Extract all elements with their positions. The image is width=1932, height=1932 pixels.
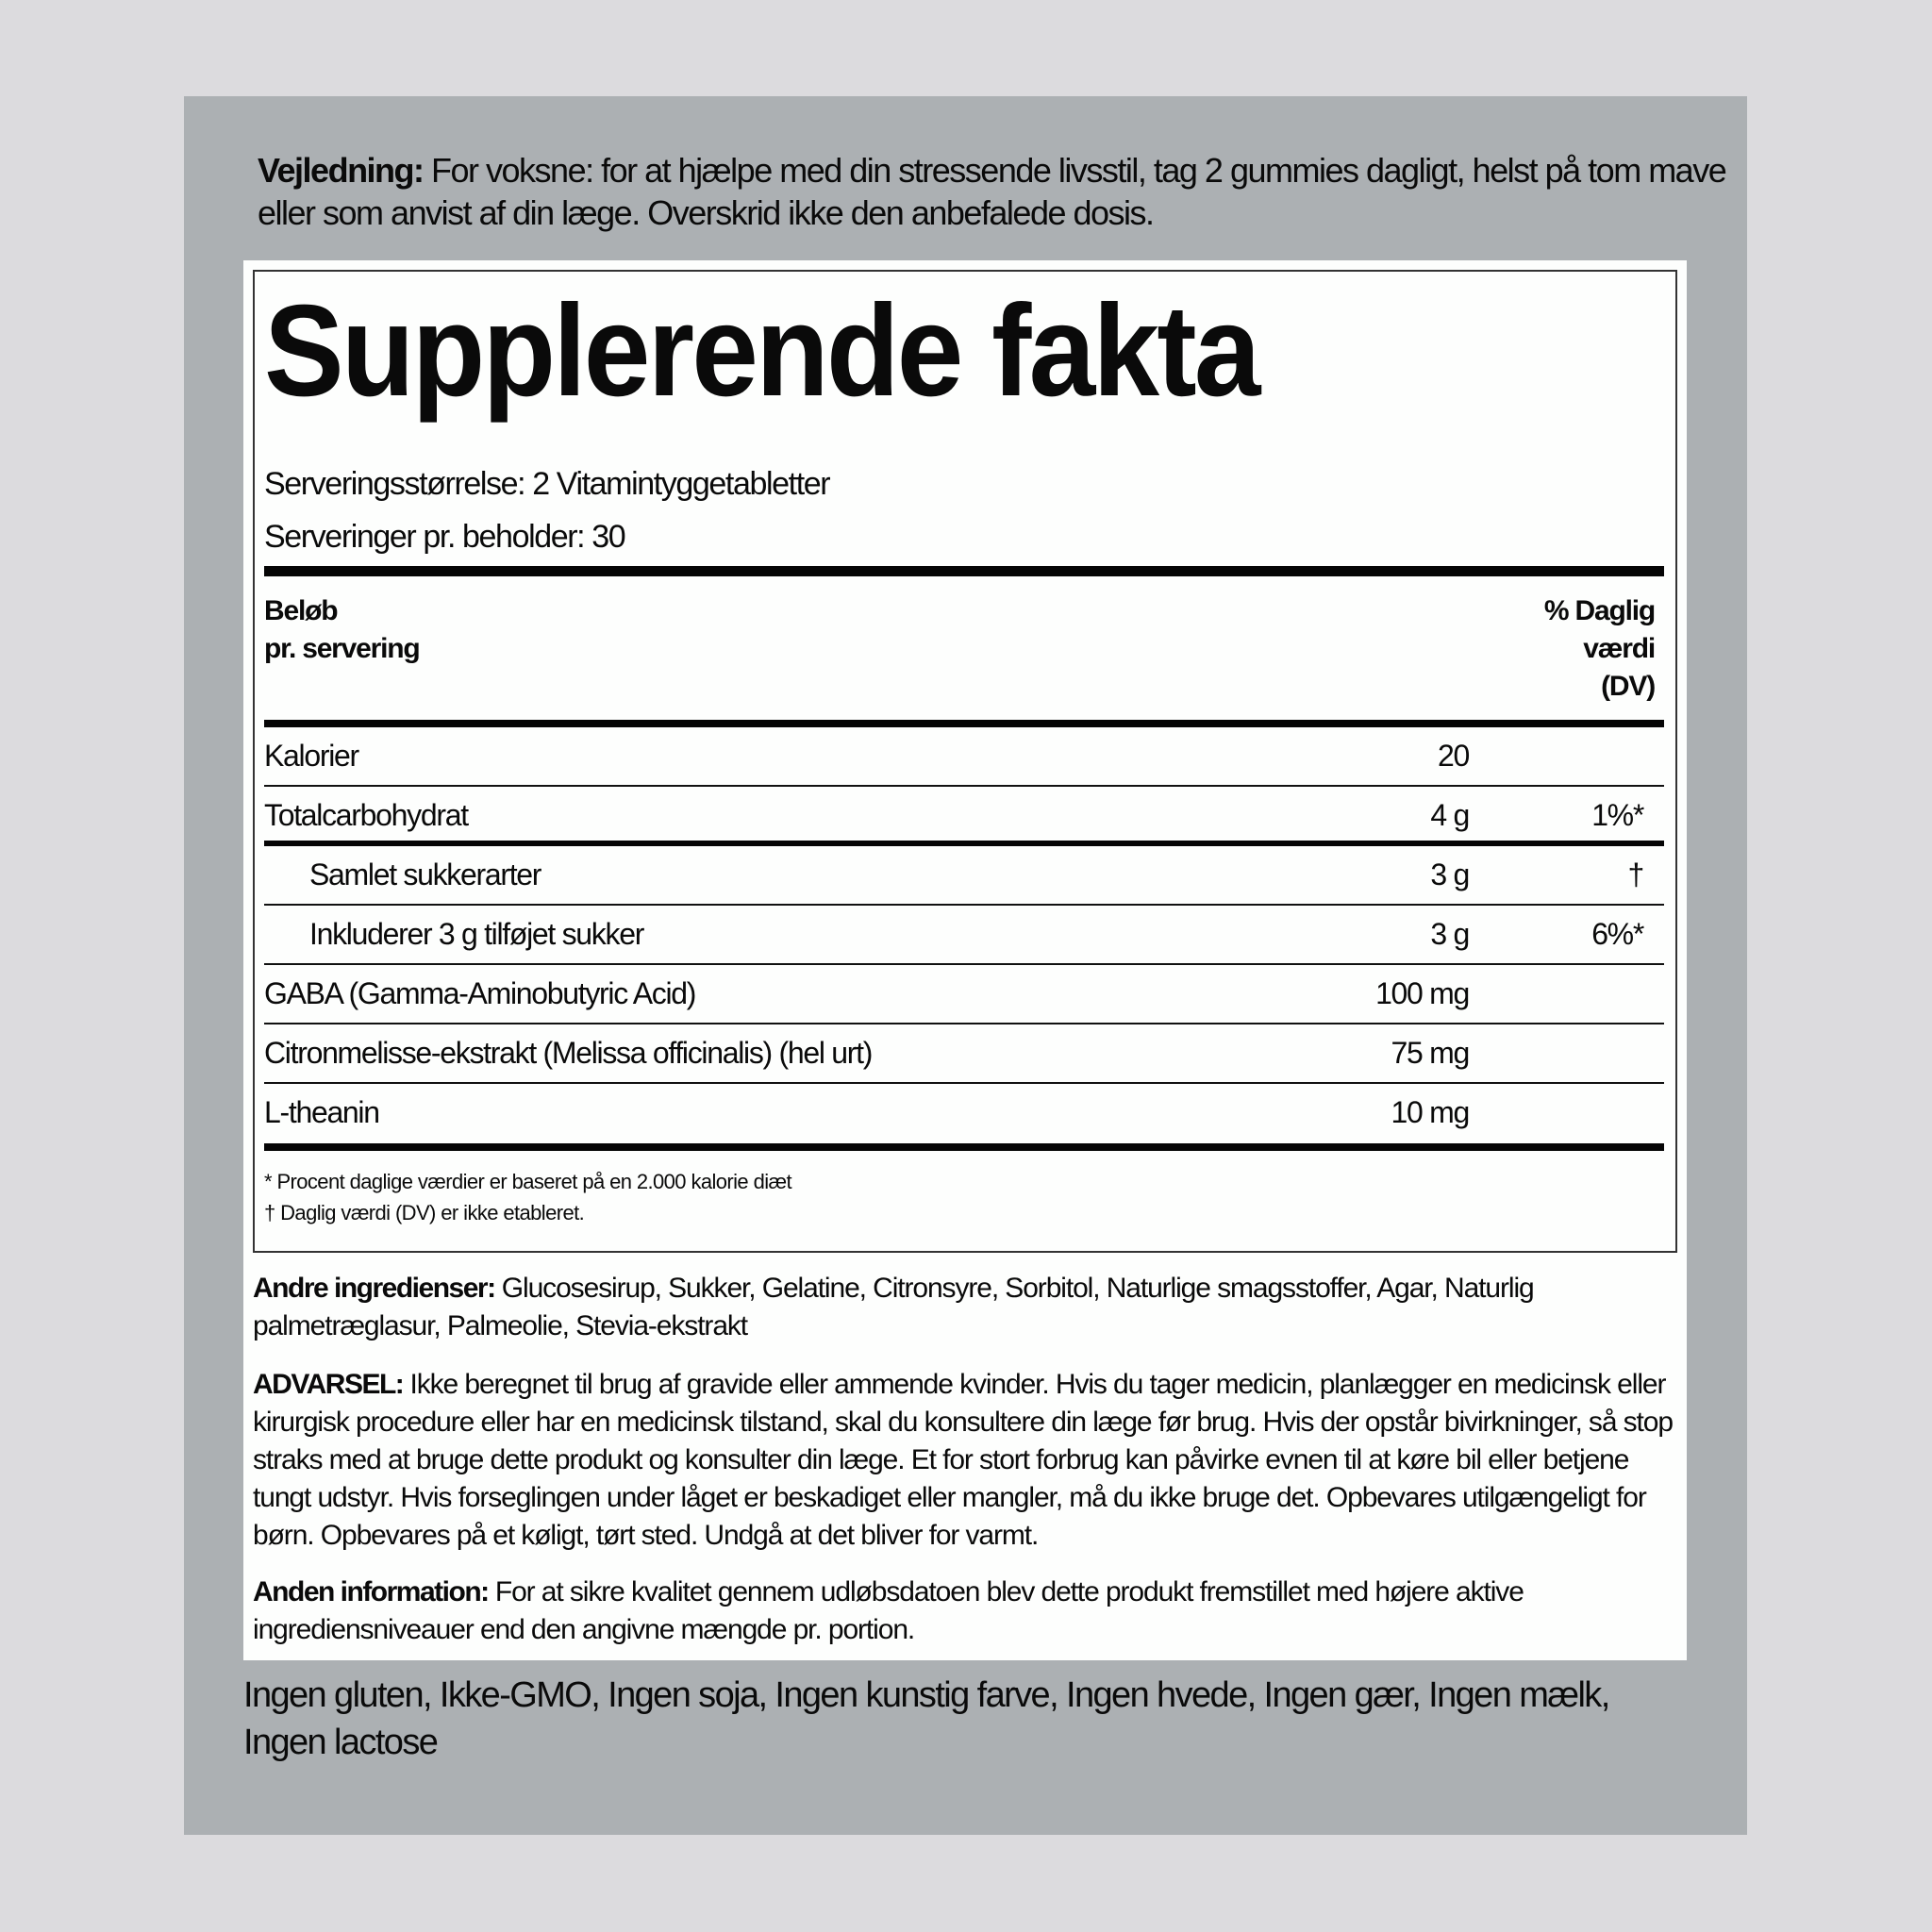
nutrient-amount: 10 mg [1391,1095,1469,1129]
table-row [264,787,1664,846]
bottom-divider [264,1143,1664,1151]
other-ingredients [253,1270,1677,1345]
nutrient-amount: 4 g [1430,798,1469,832]
facts-title: Supplerende fakta [264,278,1258,424]
supplement-facts-panel [253,270,1677,1253]
header-right-line: (DV) [1601,671,1655,702]
servings-per-container: Serveringer pr. beholder: 30 [264,519,625,555]
header-left-line: Beløb [264,595,338,626]
nutrient-name: Inkluderer 3 g tilføjet sukker [309,917,644,951]
daily-value-header [1544,592,1655,706]
table-row [264,727,1664,787]
medium-divider [264,720,1664,727]
other-information-text: For at sikre kvalitet gennem udløbsdatoen blev dette produkt fremstillet med højere aktive ingrediensniveauer end den angivne mængde pr. portion. [253,1576,1524,1645]
nutrient-amount: 20 [1438,739,1469,773]
directions [258,149,1729,234]
footnote-asterisk: * Procent daglige værdier er baseret på en 2.000 kalorie diæt [264,1170,791,1193]
table-row [264,1024,1664,1084]
nutrient-name: Samlet sukkerarter [309,858,541,891]
warning [253,1366,1677,1555]
footnote-dagger: † Daglig værdi (DV) er ikke etableret. [264,1201,585,1224]
nutrient-amount: 3 g [1430,917,1469,951]
facts-table [264,727,1664,1141]
table-row [264,965,1664,1024]
label-white-box [243,260,1687,1660]
other-ingredients-label: Andre ingredienser: [253,1273,495,1304]
free-from-claims: Ingen gluten, Ikke-GMO, Ingen soja, Ingen kunstig farve, Ingen hvede, Ingen gær, Ingen mælk, Ingen lactose [243,1675,1609,1762]
table-row [264,1084,1664,1141]
amount-per-serving-header [264,592,420,668]
nutrient-dv: 1%* [1591,798,1643,832]
warning-label: ADVARSEL: [253,1369,404,1400]
nutrient-dv: 6%* [1591,917,1643,951]
header-right-line: værdi [1583,633,1655,664]
other-information [253,1574,1677,1649]
footnotes [264,1166,791,1228]
nutrient-amount: 100 mg [1375,976,1469,1010]
table-row [264,846,1664,906]
other-information-label: Anden information: [253,1576,489,1607]
serving-size: Serveringsstørrelse: 2 Vitamintyggetabletter [264,466,830,502]
nutrient-name: Citronmelisse-ekstrakt (Melissa officinalis) (hel urt) [264,1036,873,1070]
thick-divider [264,566,1664,576]
directions-label: Vejledning: [258,151,424,190]
nutrient-name: Kalorier [264,739,358,773]
table-row [264,906,1664,965]
header-right-line: % Daglig [1543,595,1655,626]
nutrient-name: GABA (Gamma-Aminobutyric Acid) [264,976,696,1010]
directions-text: For voksne: for at hjælpe med din stressende livsstil, tag 2 gummies dagligt, helst på tom mave eller som anvist af din læge. Overskrid ikke den anbefalede dosis. [258,151,1726,232]
nutrient-name: L-theanin [264,1095,379,1129]
header-left-line: pr. servering [264,633,420,664]
nutrient-amount: 75 mg [1391,1036,1469,1070]
nutrient-amount: 3 g [1430,858,1469,891]
warning-text: Ikke beregnet til brug af gravide eller ammende kvinder. Hvis du tager medicin, planlægger en medicinsk eller kirurgisk procedure eller har en medicinsk tilstand, skal du konsultere din læge før brug. Hvis der opstår bivirkninger, så stop straks med at bruge dette produkt og konsulter din læge. Et for stort forbrug kan påvirke evnen til at køre bil eller betjene tungt udstyr. Hvis forseglingen under låget er beskadiget eller mangler, må du ikke bruge det. Opbevares utilgængeligt for børn. Opbevares på et køligt, tørt sted. Undgå at det bliver for varmt. [253,1369,1673,1551]
nutrient-dv: † [1627,858,1643,891]
nutrient-name: Totalcarbohydrat [264,798,468,832]
other-ingredients-text: Glucosesirup, Sukker, Gelatine, Citronsyre, Sorbitol, Naturlige smagsstoffer, Agar, Naturlig palmetræglasur, Palmeolie, Stevia-ekstrakt [253,1273,1534,1341]
